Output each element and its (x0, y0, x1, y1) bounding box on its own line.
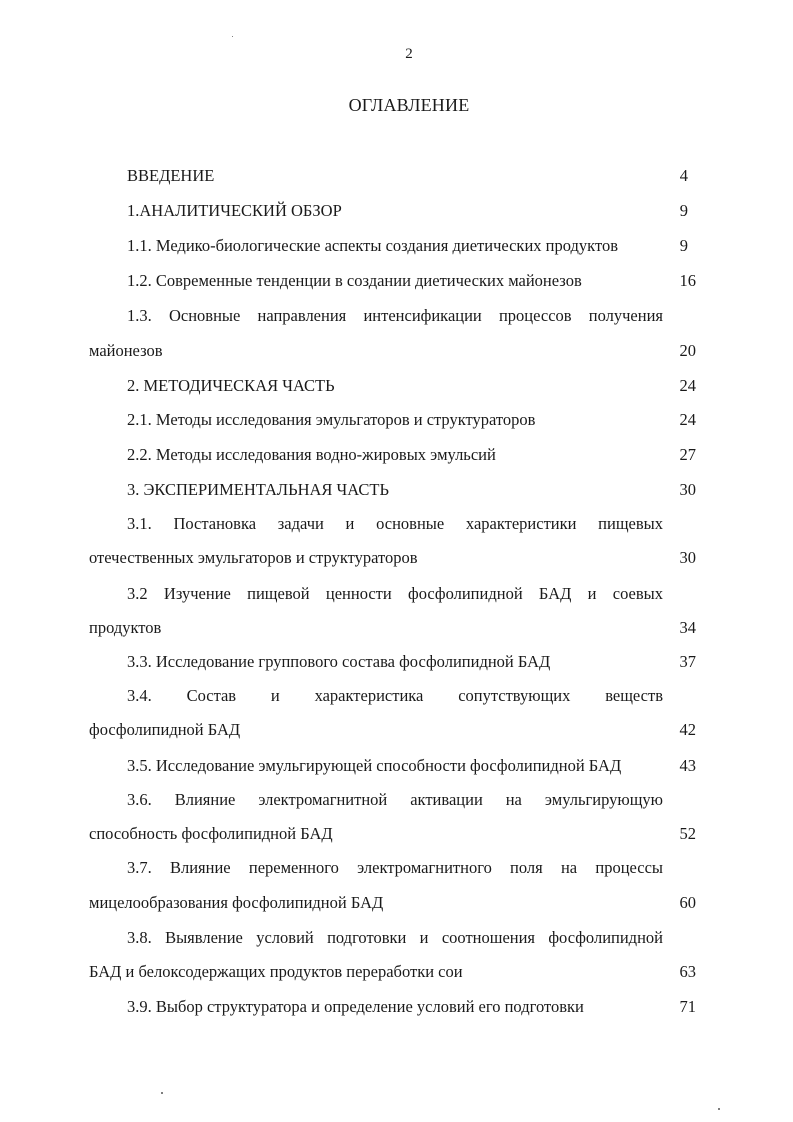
toc-entry-text: 2. МЕТОДИЧЕСКАЯ ЧАСТЬ (127, 376, 335, 395)
toc-entry (127, 166, 214, 186)
toc-entry (127, 756, 621, 776)
toc-entry-text: 3.7. Влияние переменного электромагнитного поля на процессы (127, 858, 663, 877)
toc-entry-page: 24 (679, 410, 696, 429)
toc-entry-page: 9 (679, 201, 688, 220)
toc-entry-text: 2.2. Методы исследования водно-жировых эмульсий (127, 445, 496, 464)
toc-entry-page: 24 (679, 376, 696, 395)
toc-entry-page: 37 (679, 652, 696, 671)
toc-entry-page: 9 (679, 236, 688, 255)
toc-entry-text: ВВЕДЕНИЕ (127, 166, 215, 185)
scan-speck (718, 1108, 720, 1110)
toc-entry-page: 42 (679, 720, 696, 739)
toc-entry-text: 3.4. Состав и характеристика сопутствующих веществ (127, 686, 663, 705)
toc-entry-text: 3.6. Влияние электромагнитной активации на эмульгирующую (127, 790, 663, 809)
toc-entry (127, 236, 618, 256)
scan-speck (232, 36, 233, 37)
toc-entry-page: 20 (679, 341, 696, 360)
toc-entry-page: 63 (679, 962, 696, 981)
page-title: ОГЛАВЛЕНИЕ (348, 95, 470, 115)
toc-entry-text: 2.1. Методы исследования эмульгаторов и структураторов (127, 410, 536, 429)
toc-entry-text: 3.9. Выбор структуратора и определение условий его подготовки (127, 997, 584, 1016)
toc-entry-continuation: майонезов (89, 341, 163, 360)
toc-entry-text: 1.1. Медико-биологические аспекты создания диетических продуктов (127, 236, 618, 255)
toc-entry-continuation: мицелообразования фосфолипидной БАД (89, 893, 384, 912)
page-number: 2 (405, 46, 413, 62)
toc-entry-text: 3.3. Исследование группового состава фосфолипидной БАД (127, 652, 551, 671)
toc-entry-text: 3.8. Выявление условий подготовки и соотношения фосфолипидной (127, 928, 663, 947)
toc-entry (127, 652, 550, 672)
toc-entry-page: 71 (679, 997, 696, 1016)
toc-entry-continuation: продуктов (89, 618, 162, 637)
toc-entry-page: 4 (679, 166, 688, 185)
toc-entry-page: 60 (679, 893, 696, 912)
toc-entry (127, 410, 535, 430)
toc-entry (127, 271, 582, 291)
toc-entry-page: 34 (679, 618, 696, 637)
toc-entry-text: 3.2 Изучение пищевой ценности фосфолипидной БАД и соевых (127, 584, 663, 603)
toc-entry-page: 16 (679, 271, 696, 290)
toc-entry (127, 376, 335, 396)
toc-entry (127, 201, 342, 221)
toc-entry-continuation: фосфолипидной БАД (89, 720, 241, 739)
toc-entry-page: 30 (679, 548, 696, 567)
toc-entry-continuation: БАД и белоксодержащих продуктов переработки сои (89, 962, 463, 981)
toc-entry (127, 997, 584, 1017)
toc-entry-text: 3.1. Постановка задачи и основные характеристики пищевых (127, 514, 663, 533)
toc-entry (127, 480, 389, 500)
toc-entry-page: 52 (679, 824, 696, 843)
toc-entry (127, 445, 496, 465)
toc-entry-text: 1.3. Основные направления интенсификации процессов получения (127, 306, 663, 325)
toc-entry-text: 1.2. Современные тенденции в создании диетических майонезов (127, 271, 582, 290)
toc-entry-continuation: отечественных эмульгаторов и структураторов (89, 548, 418, 567)
toc-entry-page: 43 (679, 756, 696, 775)
toc-entry-text: 3.5. Исследование эмульгирующей способности фосфолипидной БАД (127, 756, 622, 775)
toc-entry-text: 3. ЭКСПЕРИМЕНТАЛЬНАЯ ЧАСТЬ (127, 480, 389, 499)
toc-entry-page: 30 (679, 480, 696, 499)
toc-entry-continuation: способность фосфолипидной БАД (89, 824, 333, 843)
scan-speck (161, 1092, 163, 1094)
toc-entry-page: 27 (679, 445, 696, 464)
toc-entry-text: 1.АНАЛИТИЧЕСКИЙ ОБЗОР (127, 201, 342, 220)
